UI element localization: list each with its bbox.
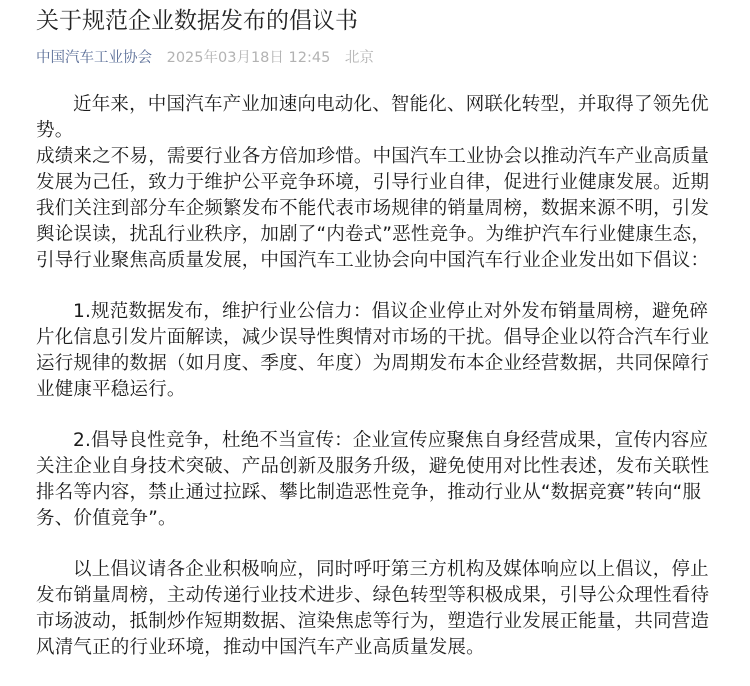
paragraph-intro: 近年来，中国汽车产业加速向电动化、智能化、网联化转型，并取得了领先优势。 (36, 94, 709, 141)
paragraph-conclusion: 以上倡议请各企业积极响应，同时呼吁第三方机构及媒体响应以上倡议，停止发布销量周榜，主动传递行业技术进步、绿色转型等积极成果，引导公众理性看待市场波动，抵制炒作短期数据、渲染焦虑等行为，塑造行业发展正能量，共同营造风清气正的行业环境，推动中国汽车产业高质量发展。 (36, 559, 710, 658)
source-account-link[interactable]: 中国汽车工业协会 (36, 50, 152, 66)
article-meta (36, 48, 374, 68)
paragraph-context: 成绩来之不易，需要行业各方倍加珍惜。中国汽车工业协会以推动汽车产业高质量发展为己任，致力于维护公平竞争环境，引导行业自律，促进行业健康发展。近期我们关注到部分车企频繁发布不能代表市场规律的销量周榜，数据来源不明，引发舆论误读，扰乱行业秩序，加剧了“内卷式”恶性竞争。为维护汽车行业健康生态，引导行业聚焦高质量发展，中国汽车工业协会向中国汽车行业企业发出如下倡议： (36, 146, 711, 271)
article-title: 关于规范企业数据发布的倡议书 (36, 8, 358, 34)
publish-location: 北京 (344, 50, 374, 66)
article-body (36, 92, 726, 686)
paragraph-initiative-2: 2.倡导良性竞争，杜绝不当宣传：企业宣传应聚焦自身经营成果，宣传内容应关注企业自身技术突破、产品创新及服务升级，避免使用对比性表述，发布关联性排名等内容，禁止通过拉踩、攀比制造恶性竞争，推动行业从“数据竞赛”转向“服务、价值竞争”。 (36, 430, 710, 529)
paragraph-initiative-1: 1.规范数据发布，维护行业公信力：倡议企业停止对外发布销量周榜，避免碎片化信息引发片面解读，减少误导性舆情对市场的干扰。倡导企业以符合汽车行业运行规律的数据（如月度、季度、年度）为周期发布本企业经营数据，共同保障行业健康平稳运行。 (36, 301, 710, 400)
publish-date: 2025年03月18日 12:45 (166, 50, 331, 66)
